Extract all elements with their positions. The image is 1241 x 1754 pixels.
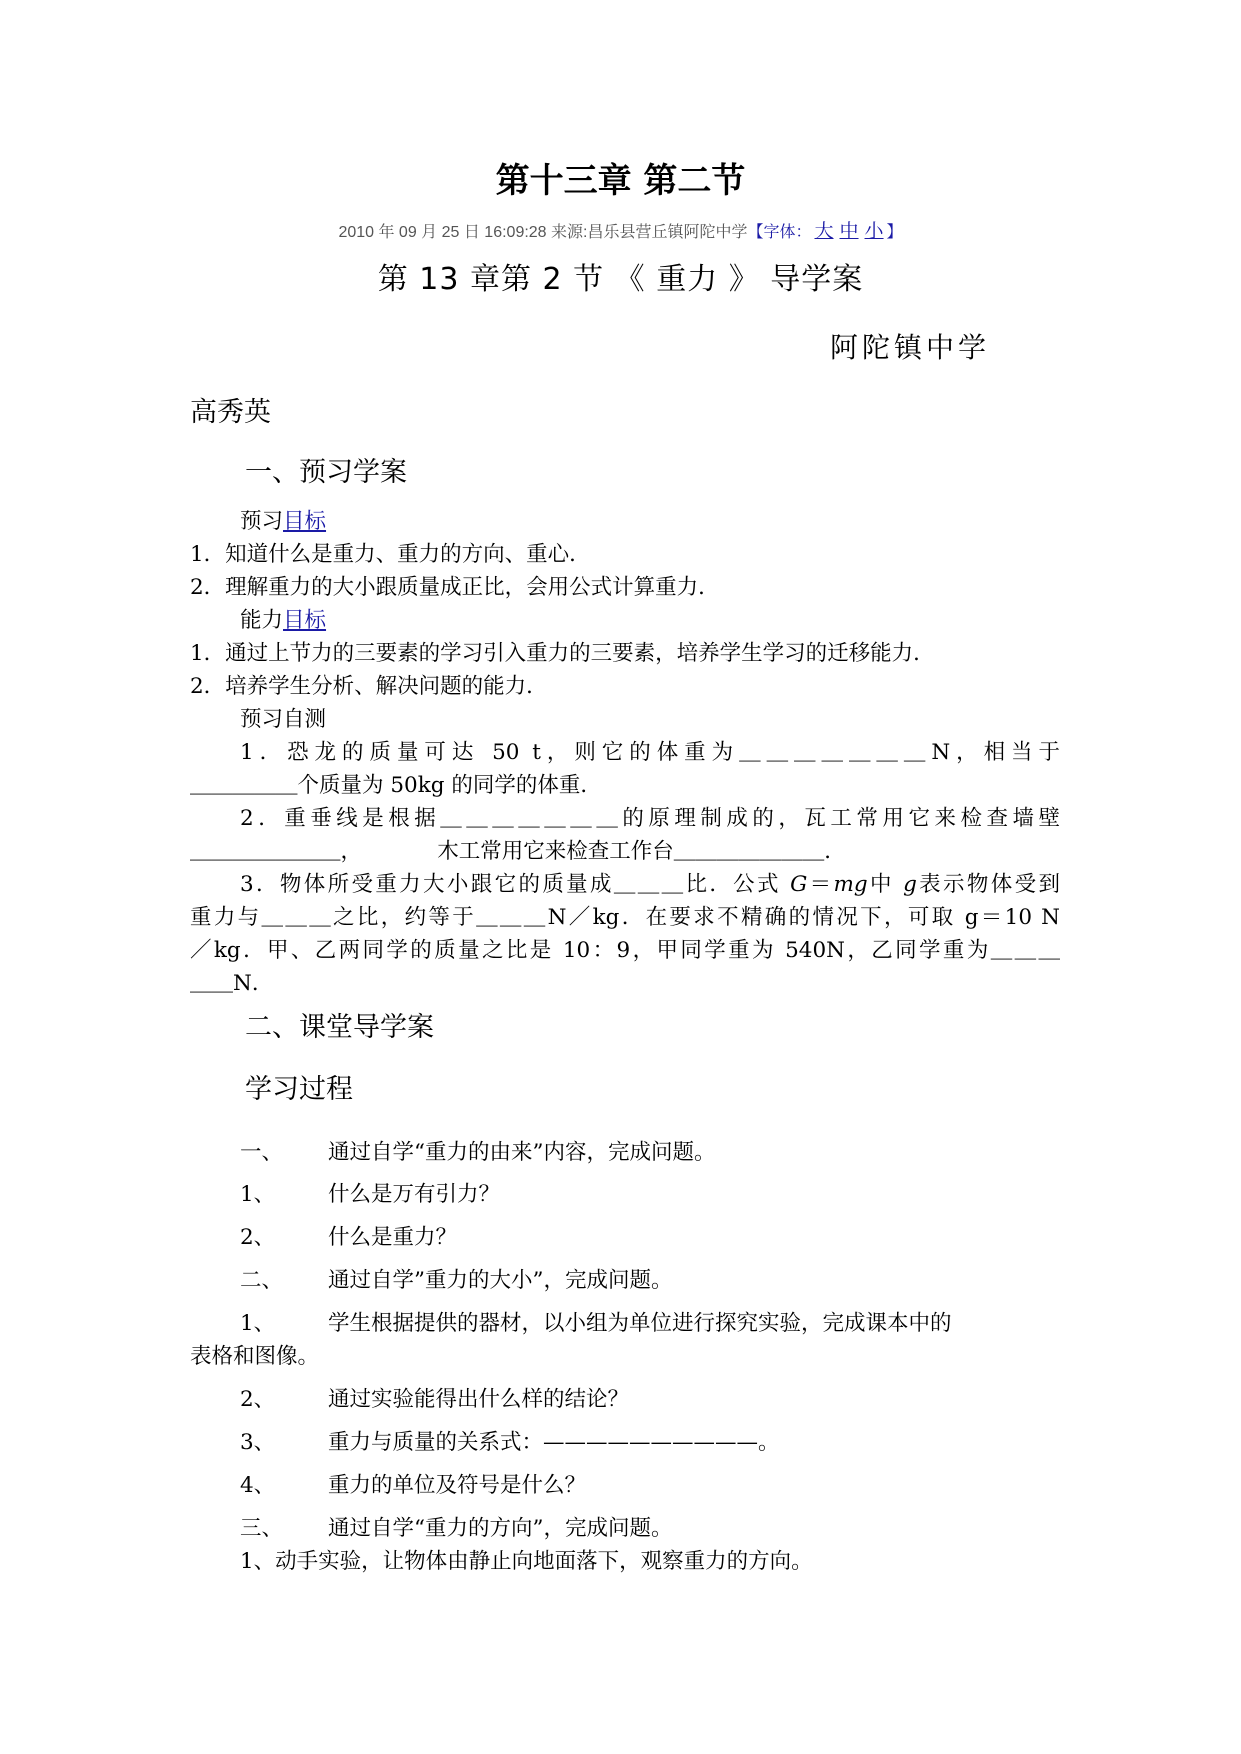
learning-process-heading: 学习过程	[245, 1074, 353, 1105]
step-continuation: 表格和图像。	[190, 1344, 320, 1369]
step-row: 三、 通过自学“重力的方向”，完成问题。	[240, 1516, 673, 1541]
question-3-line-2: 重力与＿＿＿之比，约等于＿＿＿N／kg．在要求不精确的情况下，可取 g＝10 N	[190, 905, 1060, 930]
question-2-line-1: 2．重垂线是根据＿＿＿＿＿＿＿的原理制成的，瓦工常用它来检查墙壁	[240, 806, 1060, 831]
section-heading-class: 二、课堂导学案	[245, 1012, 434, 1043]
question-3-line-3: ／kg．甲、乙两同学的质量之比是 10：9，甲同学重为 540N，乙同学重为＿＿＿	[190, 938, 1060, 963]
font-switch-close: 】	[886, 224, 903, 241]
question-1-line-1: 1．恐龙的质量可达 50 t，则它的体重为＿＿＿＿＿＿＿N，相当于	[240, 740, 1060, 765]
step-row: 4、 重力的单位及符号是什么？	[240, 1473, 587, 1498]
font-size-medium-link[interactable]: 中	[839, 221, 859, 242]
ability-goal-heading: 能力目标	[240, 608, 327, 633]
step-row: 1、 学生根据提供的器材，以小组为单位进行探究实验，完成课本中的	[240, 1311, 952, 1336]
step-row: 2、 什么是重力？	[240, 1225, 458, 1250]
ability-goal-link[interactable]: 目标	[283, 608, 327, 633]
step-row: 1、 什么是万有引力？	[240, 1182, 501, 1207]
publish-info: 2010 年 09 月 25 日 16:09:28 来源:昌乐县营丘镇阿陀中学	[338, 224, 748, 241]
question-1-line-2: ＿＿＿＿＿个质量为 50kg 的同学的体重．	[190, 773, 602, 798]
final-instruction: 1、动手实验，让物体由静止向地面落下，观察重力的方向。	[240, 1549, 813, 1574]
font-size-large-link[interactable]: 大	[814, 221, 834, 242]
ability-item-2: 2．培养学生分析、解决问题的能力．	[190, 674, 548, 699]
question-2-line-2: ＿＿＿＿＿＿＿， 木工常用它来检查工作台＿＿＿＿＿＿＿．	[190, 839, 846, 864]
author-name: 高秀英	[190, 397, 271, 428]
ability-item-1: 1．通过上节力的三要素的学习引入重力的三要素，培养学生学习的迁移能力．	[190, 641, 935, 666]
step-row: 3、 重力与质量的关系式：——————————。	[240, 1430, 780, 1455]
font-switch-open: 【字体：	[747, 224, 812, 241]
question-3-line-1: 3．物体所受重力大小跟它的质量成＿＿＿比．公式 G＝mg中 g表示物体受到	[240, 872, 1060, 897]
school-name: 阿陀镇中学	[830, 331, 991, 364]
formula-g-small: g	[903, 872, 917, 897]
section-heading-preview: 一、预习学案	[245, 457, 407, 488]
font-size-small-link[interactable]: 小	[864, 221, 884, 242]
formula-mg: mg	[833, 872, 868, 897]
step-row: 二、 通过自学”重力的大小”，完成问题。	[240, 1268, 673, 1293]
preview-goal-link[interactable]: 目标	[283, 509, 327, 534]
question-3-line-4: ＿＿N．	[190, 971, 274, 996]
page-title: 第十三章 第二节	[495, 161, 746, 201]
self-test-heading: 预习自测	[240, 707, 327, 732]
step-row: 2、 通过实验能得出什么样的结论？	[240, 1387, 630, 1412]
article-meta	[0, 221, 1241, 244]
step-row: 一、 通过自学“重力的由来”内容，完成问题。	[240, 1140, 716, 1165]
formula-g: G	[790, 872, 808, 897]
preview-goal-heading: 预习目标	[240, 509, 327, 534]
goal-item-2: 2．理解重力的大小跟质量成正比，会用公式计算重力．	[190, 575, 720, 600]
goal-item-1: 1．知道什么是重力、重力的方向、重心．	[190, 542, 591, 567]
document-subtitle: 第 13 章第 2 节 《 重力 》 导学案	[377, 262, 864, 297]
